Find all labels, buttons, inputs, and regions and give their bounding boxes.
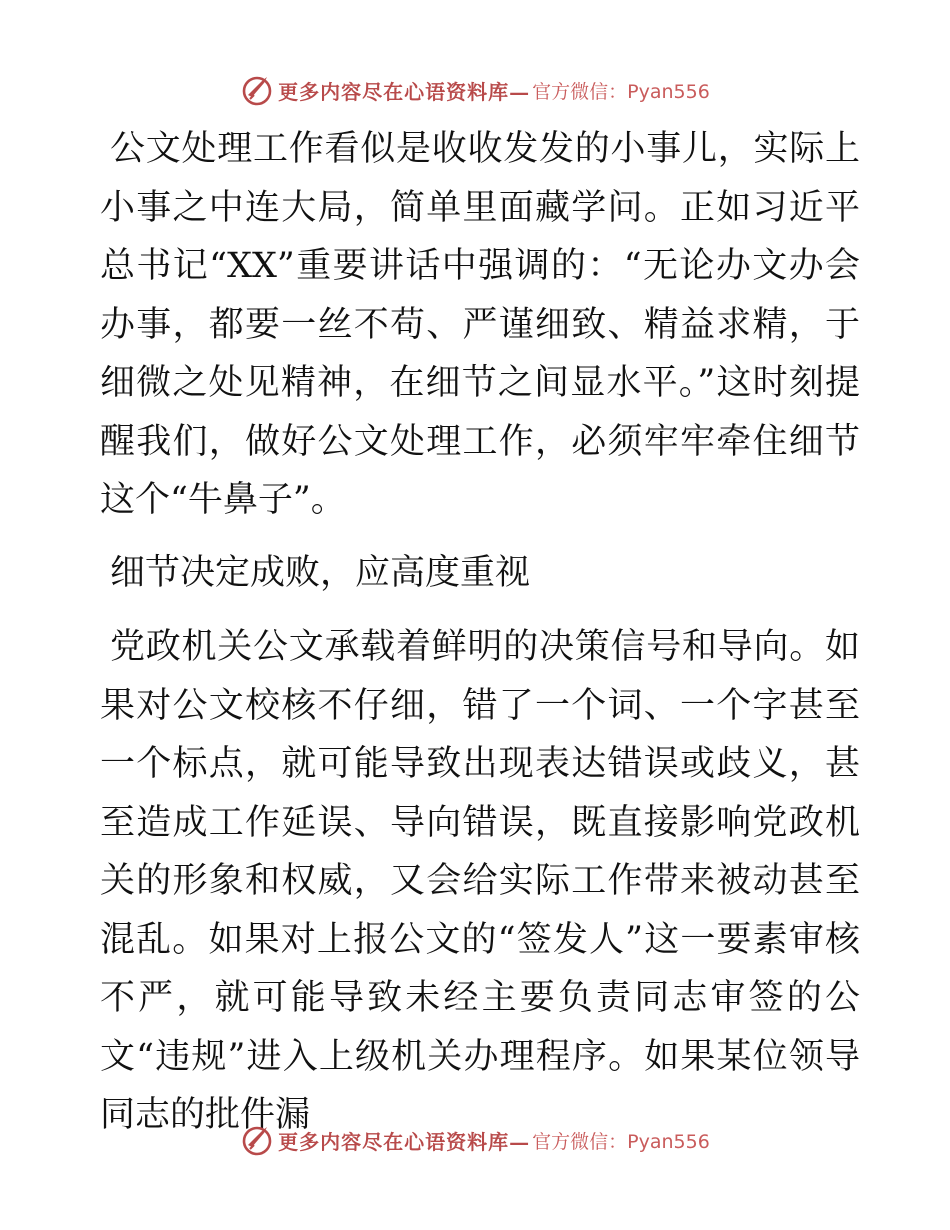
quill-seal-icon [240, 1123, 274, 1157]
section-heading: 细节决定成败，应高度重视 [110, 552, 531, 593]
banner-brand-text: 更多内容尽在心语资料库— [278, 1129, 531, 1154]
paragraph-body: 党政机关公文承载着鲜明的决策信号和导向。如果对公文校核不仔细，错了一个词、一个字甚至一个标点，就可能导致出现表达错误或歧义，甚至造成工作延误、导向错误，既直接影响党政机关的形象和权威，又会给实际工作带来被动甚至混乱。如果对上报公文的“签发人”这一要素审核不严，就可能导致未经主要负责同志审签的公文“违规”进入上级机关办理程序。如果某位领导同志的批件漏 [100, 627, 860, 1135]
quill-seal-icon [240, 73, 274, 107]
banner-wechat-text: 官方微信：Pyan556 [532, 80, 710, 103]
banner-wechat-text: 官方微信：Pyan556 [532, 1130, 710, 1153]
header-banner [0, 70, 950, 110]
document-body [100, 120, 860, 1145]
footer-banner [0, 1120, 950, 1160]
banner-brand-text: 更多内容尽在心语资料库— [278, 79, 531, 104]
paragraph-intro: 公文处理工作看似是收收发发的小事儿，实际上小事之中连大局，简单里面藏学问。正如习近平总书记“XX”重要讲话中强调的：“无论办文办会办事，都要一丝不苟、严谨细致、精益求精，于细微之处见精神，在细节之间显水平。”这时刻提醒我们，做好公文处理工作，必须牢牢牵住细节这个“牛鼻子”。 [100, 129, 860, 520]
